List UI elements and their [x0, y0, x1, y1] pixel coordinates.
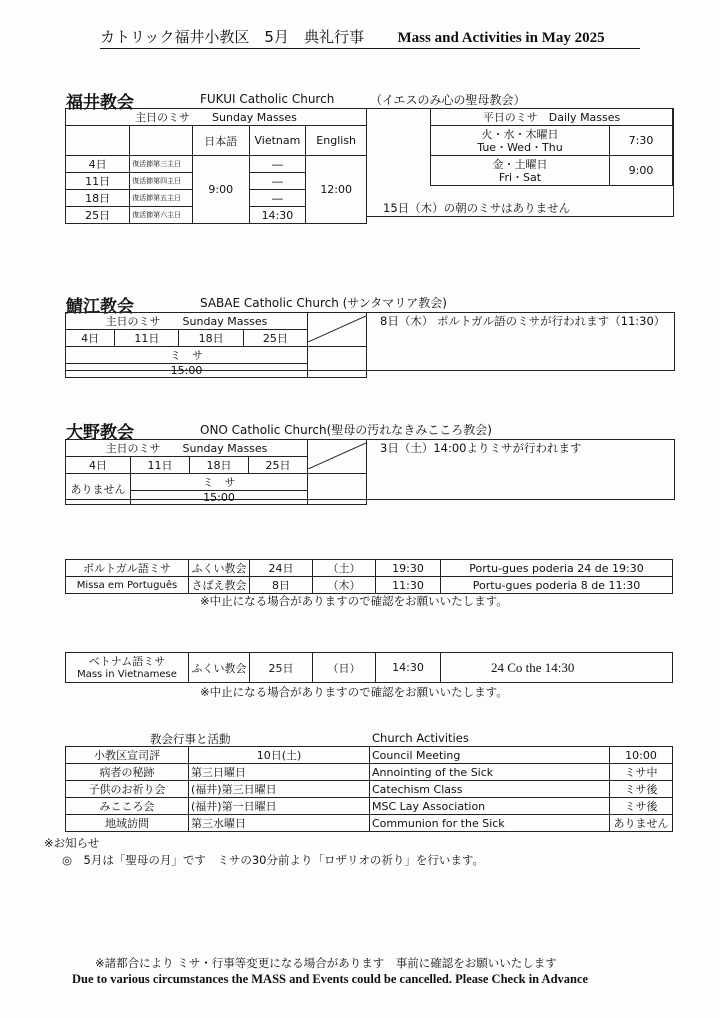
- activity-time: ミサ後: [610, 781, 673, 798]
- activity-en: Annointing of the Sick: [370, 764, 610, 781]
- fukui-feast: 復活節第六主日: [130, 207, 193, 224]
- activities-header-en: Church Activities: [372, 731, 469, 745]
- fukui-jp-time: 9:00: [192, 156, 249, 224]
- fukui-daily-table: [430, 108, 673, 186]
- fukui-daily-header: 平日のミサ Daily Masses: [431, 109, 673, 126]
- portuguese-pt: Portu-gues poderia 24 de 19:30: [441, 560, 673, 577]
- fukui-feast: 復活節第四主日: [130, 173, 193, 190]
- sabae-table: [65, 312, 367, 378]
- activity-time: ミサ中: [610, 764, 673, 781]
- fukui-church-sub: （イエスのみ心の聖母教会）: [370, 93, 526, 107]
- activity-time: ミサ後: [610, 798, 673, 815]
- ono-sunday-header: 主日のミサ Sunday Masses: [66, 440, 308, 457]
- fukui-vn-time: ―: [249, 156, 306, 173]
- sabae-church-name: 鯖江教会: [66, 297, 134, 317]
- activity-en: MSC Lay Association: [370, 798, 610, 815]
- fukui-vn-time: 14:30: [249, 207, 306, 224]
- title-jp: カトリック福井小教区 5月 典礼行事: [100, 28, 364, 46]
- activity-when: 10日(土): [189, 747, 370, 764]
- fukui-sunday-table: [65, 108, 367, 224]
- fukui-sunday-header: 主日のミサ Sunday Masses: [66, 109, 367, 126]
- ono-none: ありません: [66, 474, 131, 505]
- fukui-date: 4日: [66, 156, 130, 173]
- sabae-date: 25日: [243, 330, 307, 347]
- fukui-daily-time: 7:30: [610, 126, 673, 156]
- sabae-sunday-header: 主日のミサ Sunday Masses: [66, 313, 308, 330]
- fukui-col-jp: 日本語: [192, 126, 249, 156]
- footer-jp: ※諸都合により ミサ・行事等変更になる場合があります 事前に確認をお願いいたします: [95, 956, 557, 970]
- portuguese-pt: Portu-gues poderia 8 de 11:30: [441, 577, 673, 594]
- sabae-church-en: SABAE Catholic Church (サンタマリア教会): [200, 296, 447, 310]
- fukui-feast: 復活節第三主日: [130, 156, 193, 173]
- portuguese-church: さばえ教会: [189, 577, 250, 594]
- activities-header-jp: 教会行事と活動: [150, 732, 231, 746]
- portuguese-date: 24日: [250, 560, 313, 577]
- activity-name: 小教区宣司評: [66, 747, 189, 764]
- fukui-date: 25日: [66, 207, 130, 224]
- fukui-feast: 復活節第五主日: [130, 190, 193, 207]
- activity-name: 子供のお祈り会: [66, 781, 189, 798]
- fukui-vn-time: ―: [249, 190, 306, 207]
- vietnamese-label-jp: ベトナム語ミサ: [88, 654, 166, 668]
- activity-name: 病者の秘跡: [66, 764, 189, 781]
- ono-church-name: 大野教会: [66, 423, 134, 443]
- portuguese-time: 19:30: [376, 560, 441, 577]
- vietnamese-time: 14:30: [376, 653, 441, 683]
- sabae-mass: ミ サ: [66, 347, 308, 364]
- vietnamese-dow: （日）: [313, 653, 376, 683]
- daily-days-en: Tue・Wed・Thu: [477, 140, 563, 154]
- fukui-col-vn: Vietnam: [249, 126, 306, 156]
- sabae-time: 15:00: [66, 364, 308, 378]
- portuguese-church: ふくい教会: [189, 560, 250, 577]
- ono-date: 25日: [249, 457, 308, 474]
- vietnamese-church: ふくい教会: [189, 653, 250, 683]
- vietnamese-table: [65, 652, 673, 683]
- activity-time: 10:00: [610, 747, 673, 764]
- ono-date: 11日: [131, 457, 190, 474]
- daily-days-en: Fri・Sat: [498, 170, 542, 184]
- activity-name: みこころ会: [66, 798, 189, 815]
- sabae-diagonal: [308, 313, 367, 347]
- sabae-date: 11日: [115, 330, 179, 347]
- activity-when: (福井)第一日曜日: [189, 798, 370, 815]
- daily-days-jp: 火・水・木曜日: [481, 127, 559, 141]
- activity-en: Catechism Class: [370, 781, 610, 798]
- sabae-note: 8日（木） ポルトガル語のミサが行われます（11:30）: [380, 314, 666, 328]
- ono-note: 3日（土）14:00よりミサが行われます: [380, 441, 582, 455]
- notice-head: ※お知らせ: [44, 836, 100, 850]
- vietnamese-note: ※中止になる場合がありますので確認をお願いいたします。: [200, 685, 508, 699]
- fukui-daily-days: [431, 126, 610, 156]
- vietnamese-label: [66, 653, 189, 683]
- activity-en: Council Meeting: [370, 747, 610, 764]
- fukui-date: 11日: [66, 173, 130, 190]
- activity-when: (福井)第三日曜日: [189, 781, 370, 798]
- fukui-daily-time: 9:00: [610, 156, 673, 186]
- activity-en: Communion for the Sick: [370, 815, 610, 832]
- portuguese-note: ※中止になる場合がありますので確認をお願いいたします。: [200, 594, 508, 608]
- ono-date: 18日: [190, 457, 249, 474]
- notice-body: ◎ 5月は「聖母の月」です ミサの30分前より「ロザリオの祈り」を行います。: [62, 853, 484, 867]
- portuguese-table: [65, 559, 673, 594]
- title-en: Mass and Activities in May 2025: [397, 30, 605, 46]
- sabae-date: 4日: [66, 330, 115, 347]
- vietnamese-label-en: Mass in Vietnamese: [77, 668, 177, 680]
- portuguese-label-pt: Missa em Português: [66, 577, 189, 594]
- ono-diagonal: [308, 440, 367, 474]
- activity-time: ありません: [610, 815, 673, 832]
- footer-en: Due to various circumstances the MASS and Events could be cancelled. Please Check in Advance: [72, 972, 589, 986]
- activities-table: [65, 746, 673, 832]
- fukui-church-en: FUKUI Catholic Church: [200, 92, 335, 106]
- vietnamese-vn: 24 Co the 14:30: [441, 653, 673, 683]
- diagonal-line: [308, 441, 366, 469]
- activity-when: 第三水曜日: [189, 815, 370, 832]
- portuguese-time: 11:30: [376, 577, 441, 594]
- portuguese-date: 8日: [250, 577, 313, 594]
- portuguese-label-jp: ポルトガル語ミサ: [66, 560, 189, 577]
- ono-table: [65, 439, 367, 505]
- ono-time: 15:00: [131, 491, 308, 505]
- ono-date: 4日: [66, 457, 131, 474]
- fukui-col-en: English: [306, 126, 367, 156]
- diagonal-line: [308, 314, 366, 342]
- daily-days-jp: 金・土曜日: [492, 157, 548, 171]
- activity-name: 地域訪問: [66, 815, 189, 832]
- fukui-date: 18日: [66, 190, 130, 207]
- ono-mass: ミ サ: [131, 474, 308, 491]
- fukui-church-name: 福井教会: [66, 93, 134, 113]
- activity-when: 第三日曜日: [189, 764, 370, 781]
- fukui-daily-days: [431, 156, 610, 186]
- ono-church-en: ONO Catholic Church(聖母の汚れなきみこころ教会): [200, 423, 492, 437]
- portuguese-dow: （木）: [313, 577, 376, 594]
- fukui-note: 15日（木）の朝のミサはありません: [383, 201, 571, 215]
- fukui-en-time: 12:00: [306, 156, 367, 224]
- portuguese-dow: （土）: [313, 560, 376, 577]
- fukui-vn-time: ―: [249, 173, 306, 190]
- vietnamese-date: 25日: [250, 653, 313, 683]
- page-title: [100, 26, 640, 49]
- sabae-date: 18日: [179, 330, 243, 347]
